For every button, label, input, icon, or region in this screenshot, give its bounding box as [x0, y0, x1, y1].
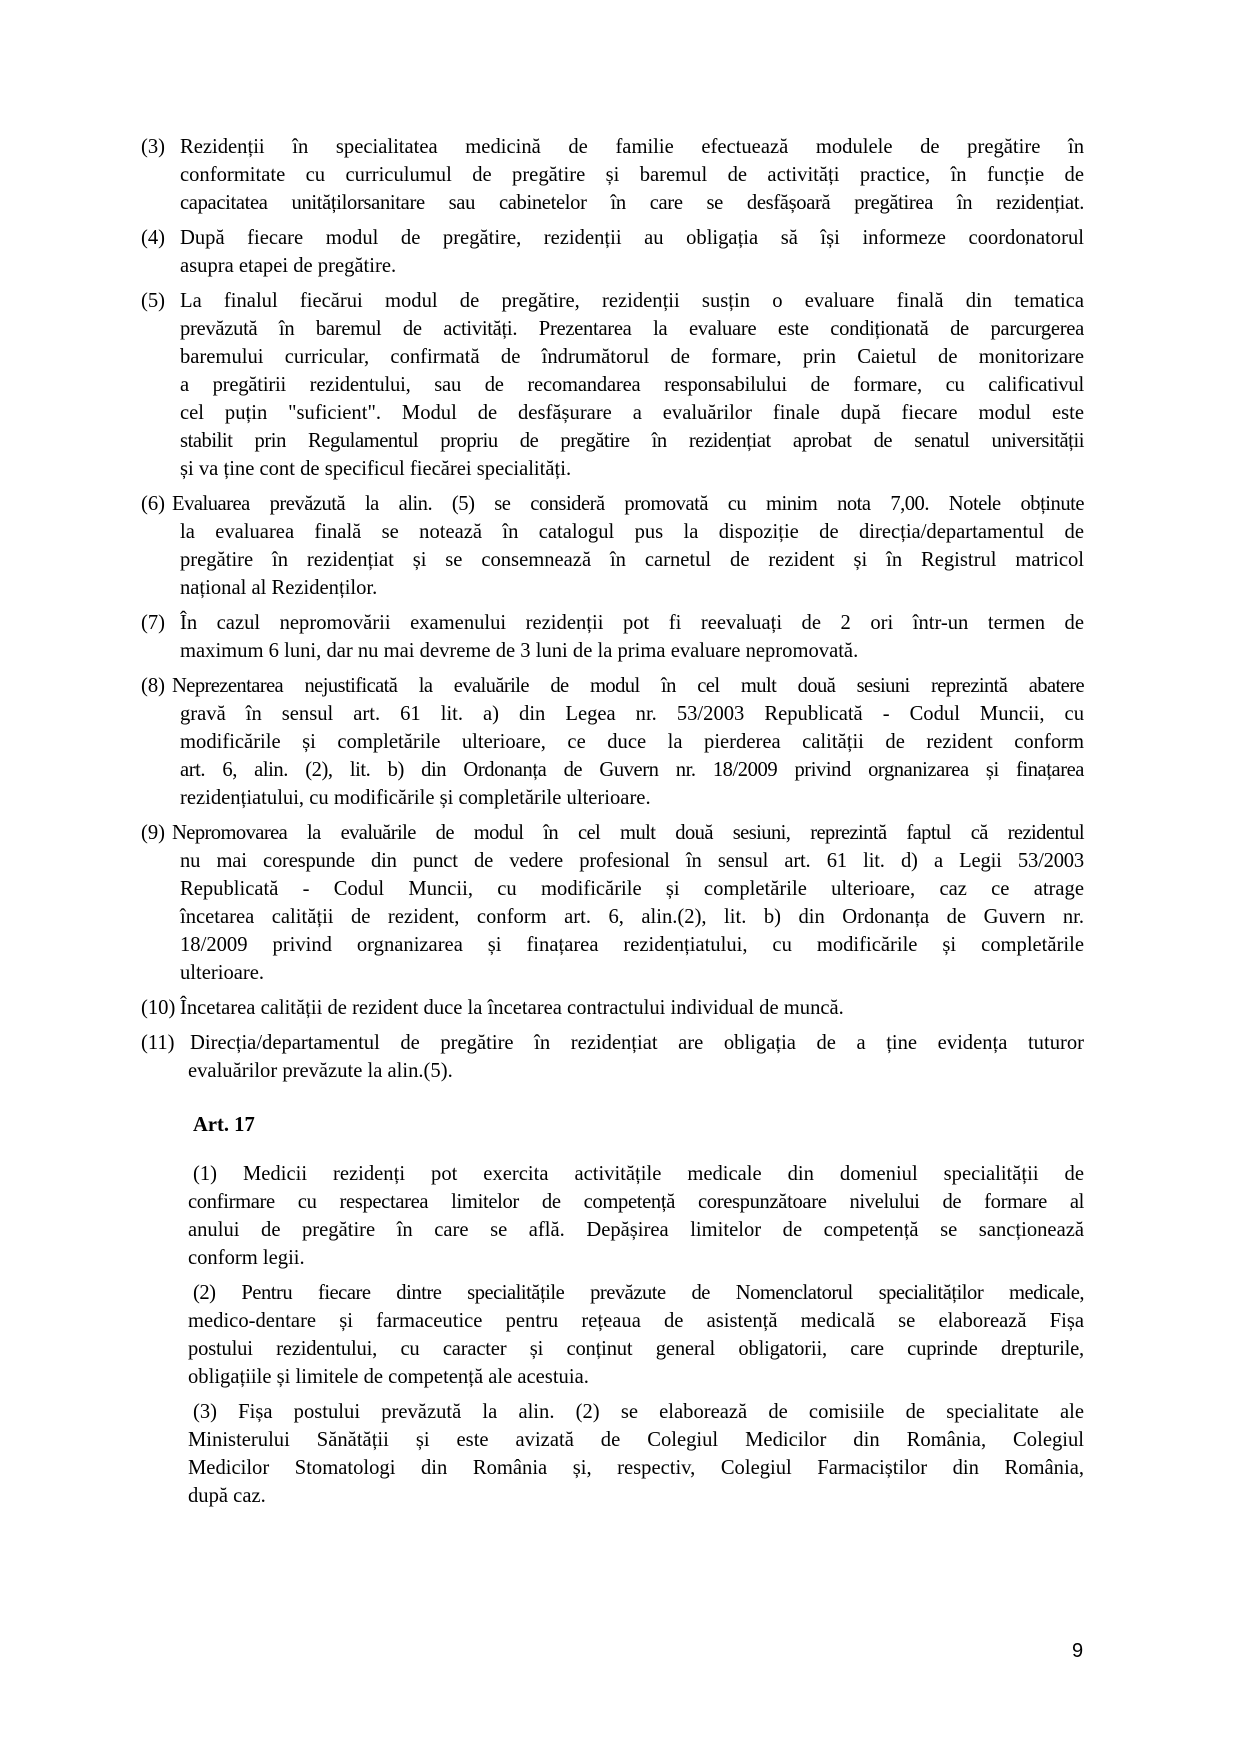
paragraph-line: cel puțin "suficient". Modul de desfășurare a evaluărilor finale după fiecare modul este — [180, 402, 1084, 424]
paragraph-number: (10) — [141, 997, 176, 1019]
paragraph-number: (5) — [141, 290, 166, 312]
paragraph-line: la evaluarea finală se notează în catalogul pus la dispoziție de direcția/departamentul de — [180, 521, 1084, 543]
paragraph-line: (3) Fișa postului prevăzută la alin. (2) se elaborează de comisiile de specialitate ale — [193, 1401, 1084, 1423]
paragraph-line: ulterioare. — [180, 962, 265, 984]
paragraph-line: și va ține cont de specificul fiecărei specialități. — [180, 458, 572, 480]
paragraph-line: nu mai corespunde din punct de vedere profesional în sensul art. 61 lit. d) a Legii 53/2003 — [180, 850, 1084, 872]
paragraph-line: Medicilor Stomatologi din România și, respectiv, Colegiul Farmaciștilor din România, — [188, 1457, 1084, 1479]
paragraph-line: În cazul nepromovării examenului rezidenții pot fi reevaluați de 2 ori într-un termen de — [180, 612, 1084, 634]
paragraph-number: (7) — [141, 612, 166, 634]
paragraph-line: Nepromovarea la evaluările de modul în cel mult două sesiuni, reprezintă faptul că rezidentul — [172, 822, 1084, 844]
paragraph-line: La finalul fiecărui modul de pregătire, rezidenții susțin o evaluare finală din tematica — [180, 290, 1084, 312]
paragraph-line: După fiecare modul de pregătire, rezidenții au obligația să își informeze coordonatorul — [180, 227, 1084, 249]
paragraph-number: (11) — [141, 1032, 175, 1054]
paragraph-number: (3) — [141, 136, 166, 158]
paragraph-line: pregătire în rezidențiat și se consemnează în carnetul de rezident și în Registrul matricol — [180, 549, 1084, 571]
paragraph-number: (4) — [141, 227, 166, 249]
paragraph-line: Rezidenții în specialitatea medicină de familie efectuează modulele de pregătire în — [180, 136, 1084, 158]
paragraph-line: Evaluarea prevăzută la alin. (5) se consideră promovată cu minim nota 7,00. Notele obținute — [172, 493, 1084, 515]
paragraph-line: maximum 6 luni, dar nu mai devreme de 3 luni de la prima evaluare nepromovată. — [180, 640, 859, 662]
paragraph-line: medico-dentare și farmaceutice pentru rețeaua de asistență medicală se elaborează Fișa — [188, 1310, 1084, 1332]
page-number: 9 — [1072, 1640, 1084, 1662]
paragraph-line: confirmare cu respectarea limitelor de competență corespunzătoare nivelului de formare al — [188, 1191, 1084, 1213]
paragraph-number: (8) — [141, 675, 166, 697]
paragraph-line: Încetarea calității de rezident duce la încetarea contractului individual de muncă. — [180, 997, 844, 1019]
paragraph-number: (6) — [141, 493, 166, 515]
paragraph-line: Direcția/departamentul de pregătire în rezidențiat are obligația de a ține evidența tuturor — [190, 1032, 1084, 1054]
paragraph-line: gravă în sensul art. 61 lit. a) din Legea nr. 53/2003 Republicată - Codul Muncii, cu — [180, 703, 1084, 725]
paragraph-line: obligațiile și limitele de competență ale acestuia. — [188, 1366, 589, 1388]
paragraph-line: 18/2009 privind orgnanizarea și finațarea rezidențiatului, cu modificările și completările — [180, 934, 1084, 956]
paragraph-line: postului rezidentului, cu caracter și conținut general obligatorii, care cuprinde drepturile, — [188, 1338, 1084, 1360]
paragraph-line: (1) Medicii rezidenți pot exercita activitățile medicale din domeniul specialității de — [193, 1163, 1084, 1185]
paragraph-line: Republicată - Codul Muncii, cu modificările și completările ulterioare, caz ce atrage — [180, 878, 1084, 900]
paragraph-line: Ministerului Sănătății și este avizată de Colegiul Medicilor din România, Colegiul — [188, 1429, 1084, 1451]
paragraph-line: prevăzută în baremul de activități. Prezentarea la evaluare este condiționată de parcurgerea — [180, 318, 1084, 340]
paragraph-line: conformitate cu curriculumul de pregătire și baremul de activități practice, în funcție de — [180, 164, 1084, 186]
paragraph-line: evaluărilor prevăzute la alin.(5). — [188, 1060, 453, 1082]
paragraph-number: (9) — [141, 822, 166, 844]
paragraph-line: conform legii. — [188, 1247, 305, 1269]
paragraph-line: a pregătirii rezidentului, sau de recomandarea responsabilului de formare, cu calificativul — [180, 374, 1084, 396]
paragraph-line: baremului curricular, confirmată de îndrumătorul de formare, prin Caietul de monitorizare — [180, 346, 1084, 368]
paragraph-line: stabilit prin Regulamentul propriu de pregătire în rezidențiat aprobat de senatul universității — [180, 430, 1084, 452]
paragraph-line: modificările și completările ulterioare, ce duce la pierderea calității de rezident conform — [180, 731, 1084, 753]
paragraph-line: încetarea calității de rezident, conform art. 6, alin.(2), lit. b) din Ordonanța de Guvern nr. — [180, 906, 1084, 928]
paragraph-line: după caz. — [188, 1485, 266, 1507]
paragraph-line: art. 6, alin. (2), lit. b) din Ordonanța de Guvern nr. 18/2009 privind orgnanizarea și finațarea — [180, 759, 1084, 781]
paragraph-line: rezidențiatului, cu modificările și completările ulterioare. — [180, 787, 651, 809]
paragraph-line: național al Rezidenților. — [180, 577, 378, 599]
paragraph-line: asupra etapei de pregătire. — [180, 255, 397, 277]
paragraph-line: anului de pregătire în care se află. Depășirea limitelor de competență se sancționează — [188, 1219, 1084, 1241]
paragraph-line: (2) Pentru fiecare dintre specialitățile prevăzute de Nomenclatorul specialităților medicale, — [193, 1282, 1084, 1304]
paragraph-line: capacitatea unitățilorsanitare sau cabinetelor în care se desfășoară pregătirea în rezidențiat. — [180, 192, 1084, 214]
article-heading: Art. 17 — [193, 1114, 255, 1136]
paragraph-line: Neprezentarea nejustificată la evaluările de modul în cel mult două sesiuni reprezintă abatere — [172, 675, 1084, 697]
